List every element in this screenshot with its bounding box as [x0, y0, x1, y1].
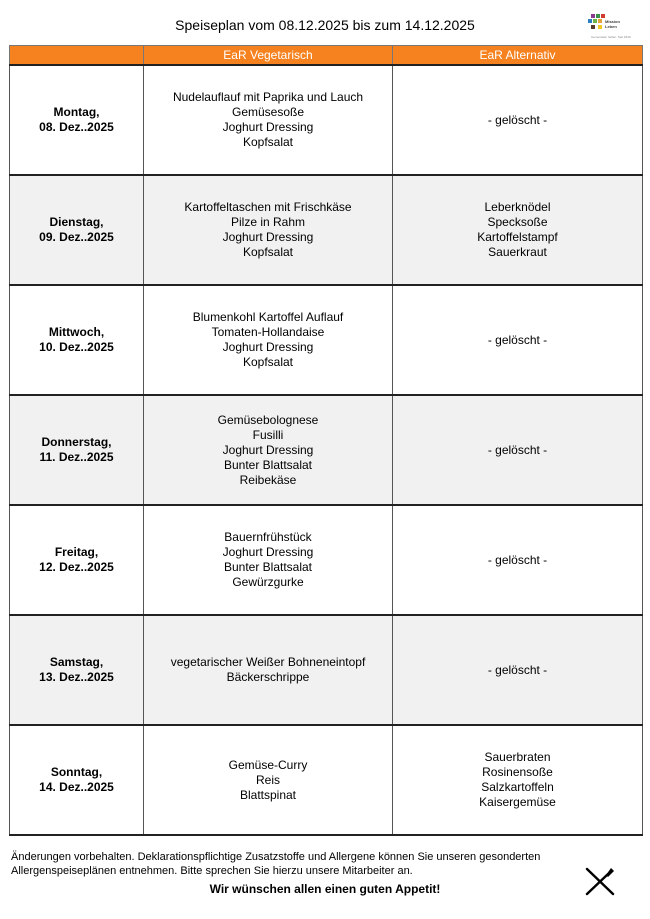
alternativ-cell: [393, 395, 643, 505]
logo-square: [588, 19, 592, 23]
day-cell: [10, 395, 144, 505]
day-cell: [10, 175, 144, 285]
dish-item: Blumenkohl Kartoffel Auflauf: [192, 310, 344, 324]
dish-item: Bunter Blattsalat: [223, 560, 313, 574]
alternativ-cell: [393, 615, 643, 725]
column-header-vegetarisch: EaR Vegetarisch: [144, 46, 393, 66]
dish-item: Reis: [255, 772, 280, 787]
dish-item: Kopfsalat: [242, 135, 294, 149]
day-cell: [10, 285, 144, 395]
dish-item: Specksoße: [487, 215, 548, 229]
date-label: 10. Dez..2025: [39, 340, 114, 354]
dish-item: Pilze in Rahm: [230, 215, 306, 229]
dish-item: Joghurt Dressing: [222, 442, 314, 457]
logo-square: [596, 14, 600, 18]
table-header-row: [10, 46, 643, 66]
vegetarisch-cell: [144, 395, 393, 505]
table-row: [10, 285, 643, 395]
dish-item: vegetarischer Weißer Bohneneintopf: [170, 655, 366, 669]
logo-tagline: Gemeinsam helfen. Seit 1849.: [591, 35, 632, 39]
vegetarisch-cell: [144, 725, 393, 835]
date-label: 12. Dez..2025: [39, 560, 114, 574]
table-row: [10, 395, 643, 505]
alternativ-cell: [393, 505, 643, 615]
dish-item: - gelöscht -: [487, 442, 548, 457]
dish-item: Sauerkraut: [488, 245, 547, 259]
day-cell: [10, 615, 144, 725]
day-cell: [10, 725, 144, 835]
weekday-label: Sonntag,: [50, 765, 103, 779]
page-title: Speiseplan vom 08.12.2025 bis zum 14.12.2025: [175, 17, 475, 33]
cutlery-icon: [584, 866, 616, 896]
allergen-note: Änderungen vorbehalten. Deklarationspflichtige Zusatzstoffe und Allergene können Sie unseren gesonderten Allergenspeiseplänen entnehmen. Bitte sprechen Sie hierzu unsere Mitarbeiter an.: [11, 851, 541, 877]
vegetarisch-cell: [144, 175, 393, 285]
weekday-label: Dienstag,: [49, 215, 104, 229]
appetite-wish: Wir wünschen allen einen guten Appetit!: [209, 882, 441, 896]
weekday-label: Montag,: [53, 105, 100, 119]
dish-item: Leberknödel: [484, 200, 551, 214]
dish-item: - gelöscht -: [487, 112, 548, 127]
dish-item: Reibekäse: [239, 472, 297, 487]
logo-square: [591, 25, 595, 29]
dish-item: Bäckerschrippe: [226, 670, 310, 684]
vegetarisch-cell: [144, 285, 393, 395]
table-row: [10, 725, 643, 835]
weekday-label: Samstag,: [49, 655, 104, 669]
dish-item: Kopfsalat: [242, 355, 294, 369]
dish-item: Bauernfrühstück: [224, 530, 312, 544]
logo-square: [601, 14, 605, 18]
date-label: 09. Dez..2025: [39, 230, 114, 244]
vegetarisch-cell: [144, 65, 393, 175]
logo-square: [598, 19, 602, 23]
alternativ-cell: [393, 725, 643, 835]
table-row: [10, 65, 643, 175]
alternativ-cell: [393, 285, 643, 395]
column-header-day: [10, 46, 144, 66]
dish-item: Joghurt Dressing: [222, 120, 314, 134]
table-row: [10, 175, 643, 285]
weekday-label: Freitag,: [54, 545, 99, 559]
day-cell: [10, 505, 144, 615]
dish-item: - gelöscht -: [487, 332, 548, 347]
dish-item: Joghurt Dressing: [222, 340, 314, 354]
dish-item: Kartoffelstampf: [477, 230, 558, 244]
dish-item: Gemüsebolognese: [217, 412, 319, 427]
logo-square: [598, 25, 602, 29]
dish-item: Joghurt Dressing: [222, 545, 314, 559]
date-label: 14. Dez..2025: [39, 780, 114, 794]
dish-item: Gemüsesoße: [231, 105, 305, 119]
dish-item: Blattspinat: [239, 787, 297, 802]
dish-item: - gelöscht -: [487, 662, 548, 677]
dish-item: Joghurt Dressing: [222, 230, 314, 244]
vegetarisch-cell: [144, 505, 393, 615]
logo-square: [591, 14, 595, 18]
dish-item: Rosinensoße: [482, 765, 553, 779]
date-label: 13. Dez..2025: [39, 670, 114, 684]
table-row: [10, 615, 643, 725]
logo-text: Leben: [605, 24, 617, 29]
date-label: 11. Dez..2025: [39, 450, 114, 464]
dish-item: Nudelauflauf mit Paprika und Lauch: [172, 90, 364, 104]
dish-item: Bunter Blattsalat: [223, 457, 313, 472]
dish-item: Kopfsalat: [242, 245, 294, 259]
dish-item: Kaisergemüse: [479, 795, 556, 809]
day-cell: [10, 65, 144, 175]
mission-leben-logo: [588, 13, 634, 39]
alternativ-cell: [393, 175, 643, 285]
logo-square: [593, 19, 597, 23]
dish-item: Gewürzgurke: [232, 575, 304, 589]
date-label: 08. Dez..2025: [39, 120, 114, 134]
dish-item: Sauerbraten: [484, 750, 551, 764]
column-header-alternativ: EaR Alternativ: [393, 46, 643, 66]
menu-table: [9, 45, 643, 836]
logo-text: Mission: [605, 19, 620, 24]
weekday-label: Mittwoch,: [48, 325, 105, 339]
weekday-label: Donnerstag,: [41, 435, 112, 449]
dish-item: Tomaten-Hollandaise: [211, 325, 325, 339]
dish-item: - gelöscht -: [487, 552, 548, 567]
dish-item: Fusilli: [252, 427, 284, 442]
dish-item: Salzkartoffeln: [481, 780, 554, 794]
vegetarisch-cell: [144, 615, 393, 725]
dish-item: Gemüse-Curry: [228, 757, 308, 772]
table-row: [10, 505, 643, 615]
alternativ-cell: [393, 65, 643, 175]
dish-item: Kartoffeltaschen mit Frischkäse: [184, 200, 352, 214]
